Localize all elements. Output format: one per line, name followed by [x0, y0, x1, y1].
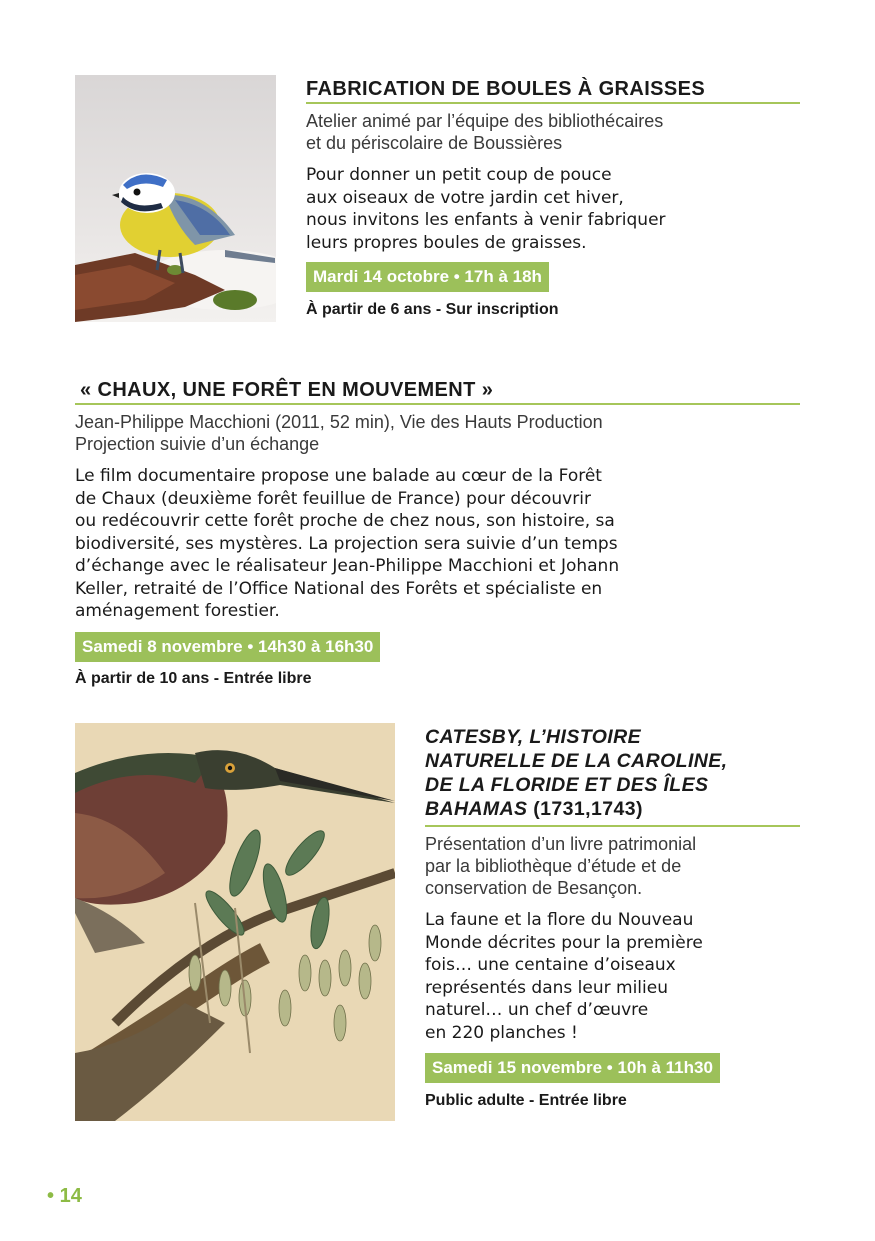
title-underline — [306, 102, 800, 104]
event-subtitle: Atelier animé par l’équipe des bibliothécaires et du périscolaire de Boussières — [306, 111, 664, 153]
event-subtitle: Présentation d’un livre patrimonial par la bibliothèque d’étude et de conservation de Besançon. — [425, 834, 697, 898]
bullet-icon: • — [47, 1185, 55, 1207]
event-title: FABRICATION DE BOULES À GRAISSES — [306, 78, 706, 100]
event-date-badge: Samedi 15 novembre • 10h à 11h30 — [425, 1053, 720, 1083]
event-audience: À partir de 10 ans - Entrée libre — [75, 670, 312, 687]
page-number: • 14 — [47, 1185, 82, 1207]
event-subtitle: Jean-Philippe Macchioni (2011, 52 min), Vie des Hauts Production Projection suivie d’un échange — [75, 412, 603, 454]
event-description: Le film documentaire propose une balade au cœur de la Forêt de Chaux (deuxième forêt feuillue de France) pour découvrir ou redécouvrir cette forêt proche de chez nous, son histoire, sa biodiversité, ses mystères. La projection sera suivie d’un temps d’échange avec le réalisateur Jean-Philippe Macchioni et Johann Keller, retraité de l’Office National des Forêts et spécialiste en aménagement forestier. — [75, 466, 620, 621]
event-audience: Public adulte - Entrée libre — [425, 1092, 627, 1109]
heron-illustration — [75, 723, 395, 1121]
blue-tit-image — [75, 75, 276, 322]
title-underline — [425, 825, 800, 827]
event-audience: À partir de 6 ans - Sur inscription — [306, 301, 559, 318]
title-underline — [75, 403, 800, 405]
event-description: Pour donner un petit coup de pouce aux oiseaux de votre jardin cet hiver, nous invitons les enfants à venir fabriquer leurs propres boules de graisses. — [306, 165, 666, 253]
heron-image — [75, 723, 395, 1121]
event-description: La faune et la flore du Nouveau Monde décrites pour la première fois… une centaine d’oiseaux représentés dans leur milieu naturel… un chef d’œuvre en 220 planches ! — [425, 910, 703, 1043]
event-date-badge: Mardi 14 octobre • 17h à 18h — [306, 262, 549, 292]
bird-photo — [75, 75, 276, 322]
event-title: « CHAUX, UNE FORÊT EN MOUVEMENT » — [80, 379, 494, 401]
event-date-badge: Samedi 8 novembre • 14h30 à 16h30 — [75, 632, 380, 662]
event-title: CATESBY, L’HISTOIRE NATURELLE DE LA CAROLINE, DE LA FLORIDE ET DES ÎLES BAHAMAS (1731,1743) — [425, 726, 728, 820]
